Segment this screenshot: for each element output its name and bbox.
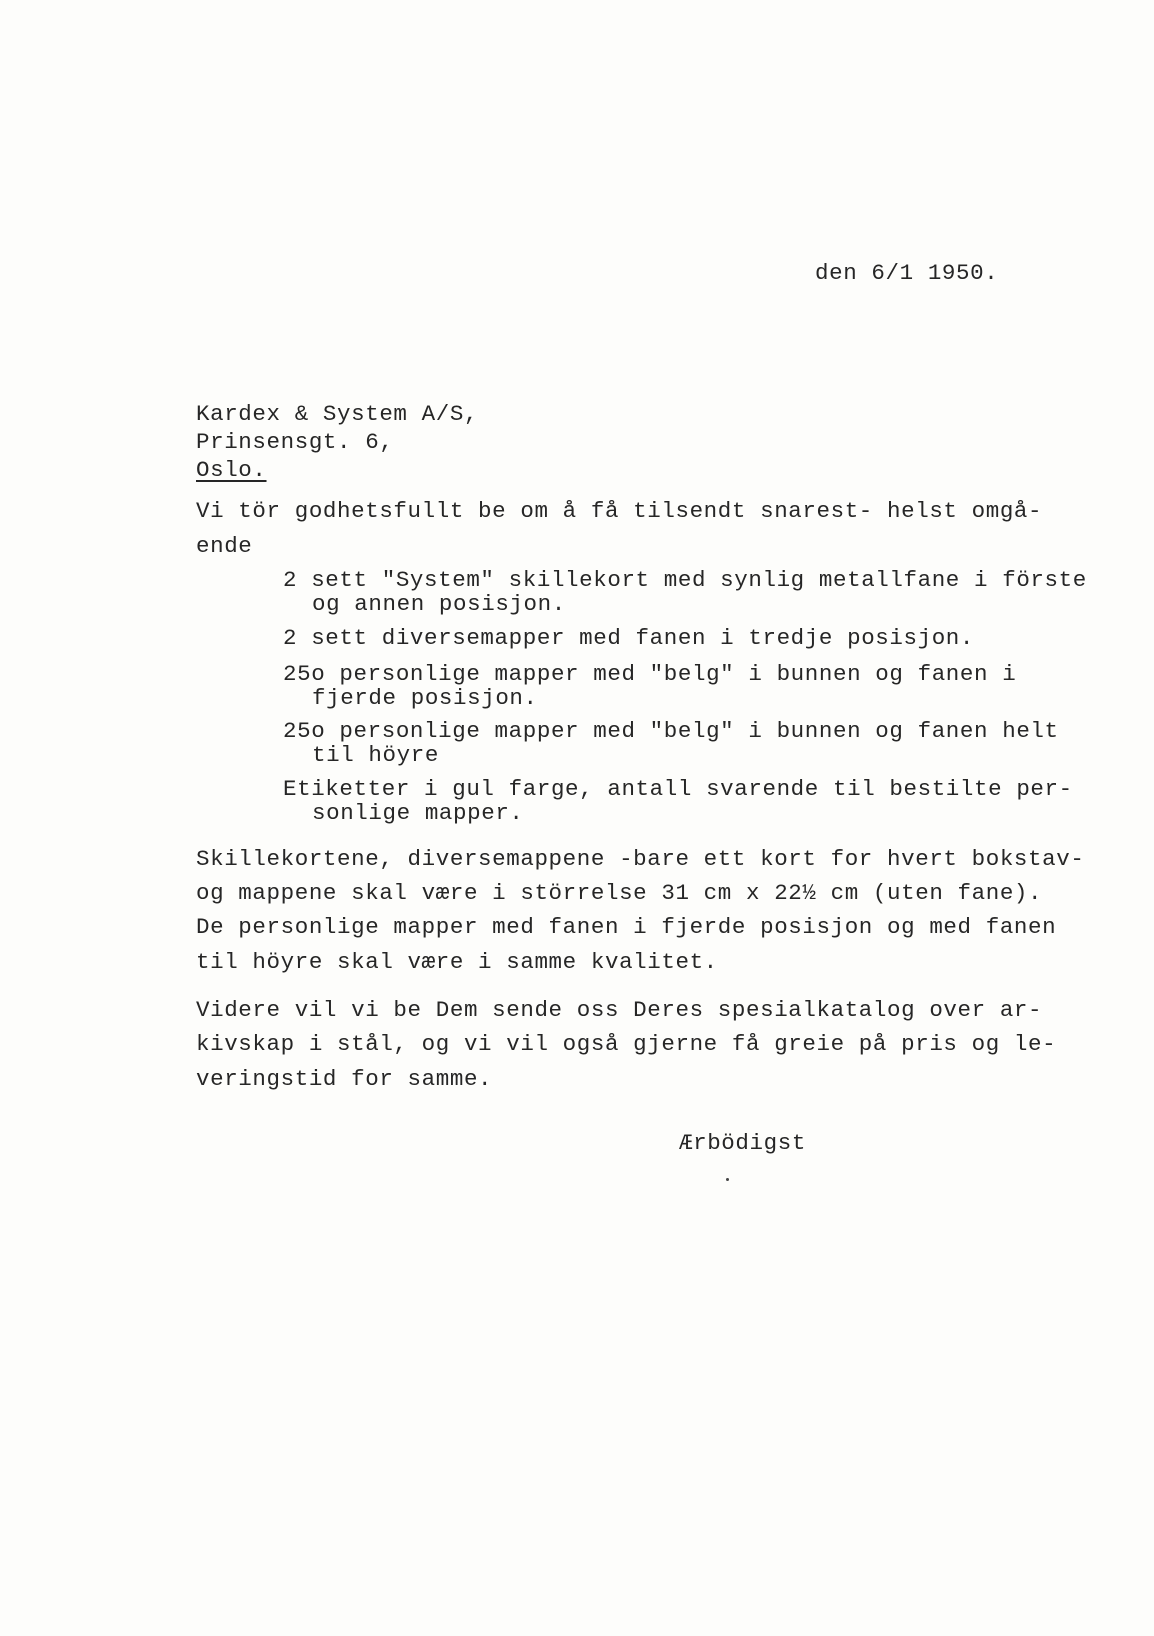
para3-line-2: kivskap i stål, og vi vil også gjerne få greie på pris og le-	[196, 1031, 1057, 1057]
intro-line-1: Vi tör godhetsfullt be om å få tilsendt snarest- helst omgå-	[196, 498, 1043, 524]
recipient-line-3: Oslo.	[196, 457, 267, 483]
list-item-1-line-2: og annen posisjon.	[312, 591, 566, 617]
ink-speck	[726, 1178, 729, 1181]
list-item-5-line-1: Etiketter i gul farge, antall svarende til bestilte per-	[283, 776, 1073, 802]
list-item-5-line-2: sonlige mapper.	[312, 800, 524, 826]
closing-salutation: Ærbödigst	[679, 1130, 806, 1156]
list-item-4-line-2: til höyre	[312, 742, 439, 768]
para3-line-1: Videre vil vi be Dem sende oss Deres spesialkatalog over ar-	[196, 997, 1043, 1023]
para2-line-4: til höyre skal være i samme kvalitet.	[196, 949, 718, 975]
list-item-2-line-1: 2 sett diversemapper med fanen i tredje posisjon.	[283, 625, 975, 651]
list-item-4-line-1: 25o personlige mapper med "belg" i bunnen og fanen helt	[283, 718, 1059, 744]
recipient-line-1: Kardex & System A/S,	[196, 401, 479, 427]
para2-line-2: og mappene skal være i störrelse 31 cm x 22½ cm (uten fane).	[196, 880, 1043, 906]
recipient-line-2: Prinsensgt. 6,	[196, 429, 394, 455]
letter-date: den 6/1 1950.	[815, 260, 999, 286]
para2-line-3: De personlige mapper med fanen i fjerde posisjon og med fanen	[196, 914, 1057, 940]
list-item-3-line-1: 25o personlige mapper med "belg" i bunnen og fanen i	[283, 661, 1017, 687]
intro-line-2: ende	[196, 533, 253, 559]
list-item-1-line-1: 2 sett "System" skillekort med synlig metallfane i förste	[283, 567, 1087, 593]
list-item-3-line-2: fjerde posisjon.	[312, 685, 538, 711]
para3-line-3: veringstid for samme.	[196, 1066, 493, 1092]
para2-line-1: Skillekortene, diversemappene -bare ett kort for hvert bokstav-	[196, 846, 1085, 872]
